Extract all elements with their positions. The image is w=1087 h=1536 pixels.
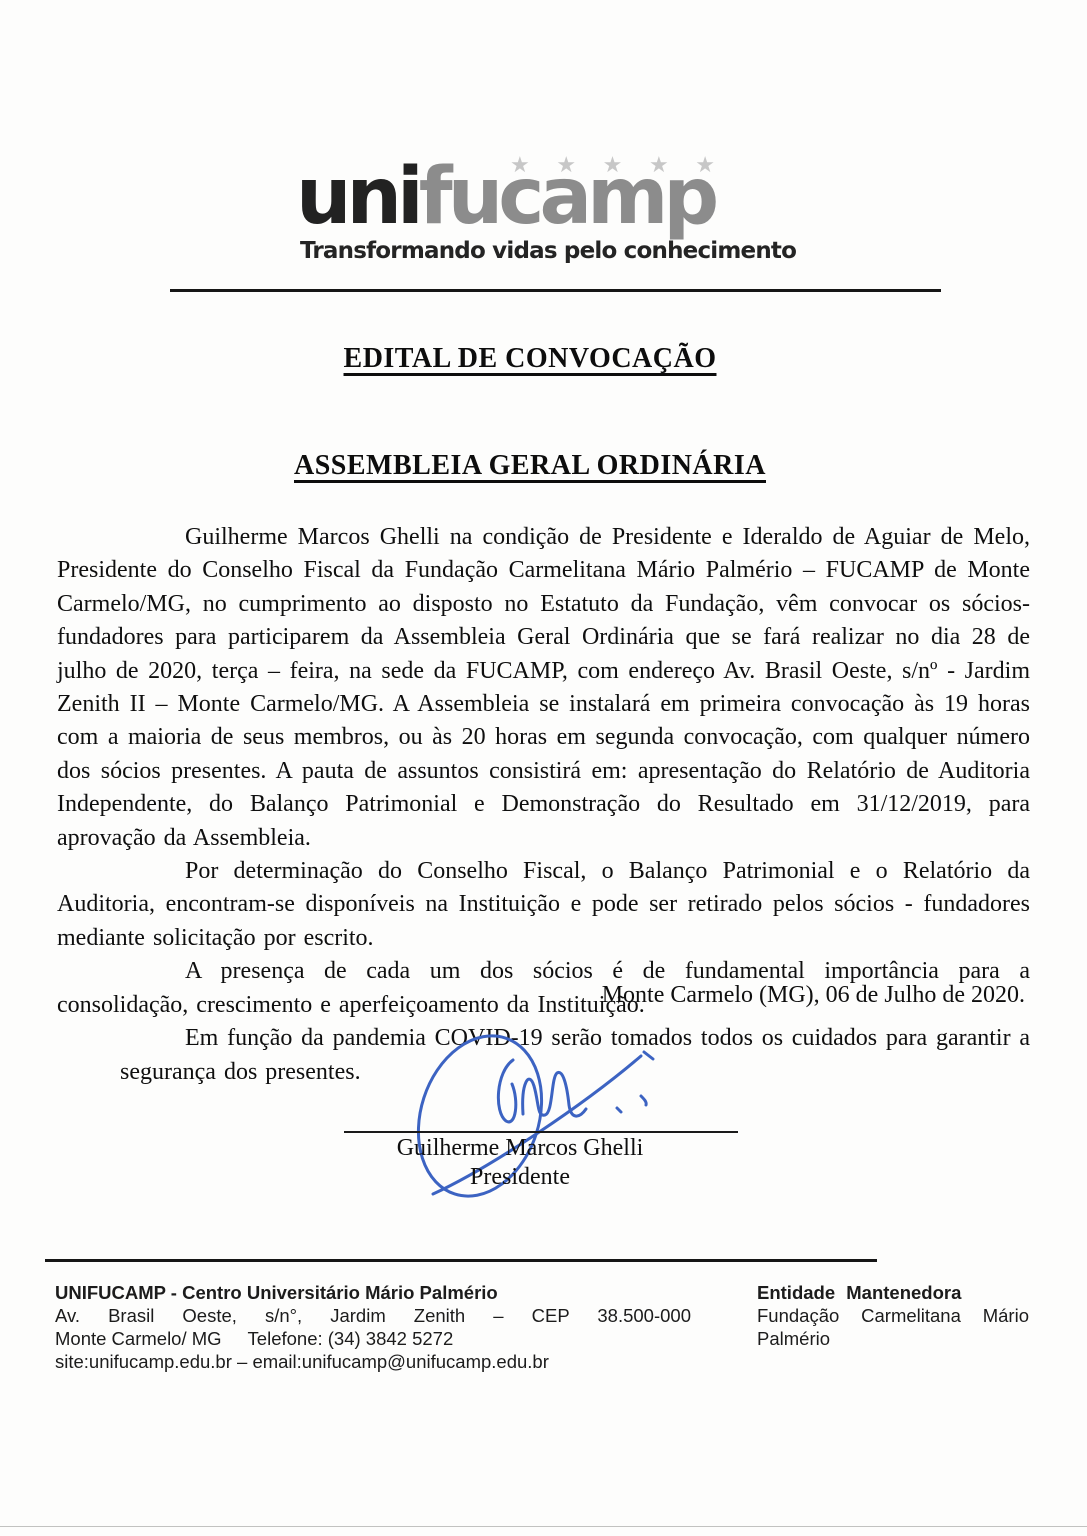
body-paragraph: Em função da pandemia COVID-19 serão tomados todos os cuidados para garantir a segurança dos presentes. <box>120 1025 1030 1085</box>
footer-city: Monte Carmelo/ MG <box>55 1328 222 1349</box>
logo-word-uni: uni <box>296 152 419 242</box>
footer-phone: Telefone: (34) 3842 5272 <box>247 1328 454 1349</box>
signatory-name: Guilherme Marcos Ghelli <box>396 1135 644 1161</box>
logo-wordmark <box>296 152 715 242</box>
header-divider <box>170 289 941 292</box>
logo-tagline: Transformando vidas pelo conhecimento <box>300 238 797 264</box>
footer-maintainer-name-2: Palmério <box>757 1328 830 1349</box>
scan-edge <box>0 1526 1087 1527</box>
document-subtitle: ASSEMBLEIA GERAL ORDINÁRIA <box>294 450 766 481</box>
footer-right-column <box>757 1281 1029 1350</box>
footer-institution: UNIFUCAMP - Centro Universitário Mário Palmério <box>55 1282 498 1303</box>
signatory-title: Presidente <box>470 1164 570 1190</box>
body-paragraph: A presença de cada um dos sócios é de fundamental importância para a consolidação, crescimento e aperfeiçoamento da Instituição. <box>57 958 1030 1018</box>
footer-city-phone <box>55 1327 691 1350</box>
footer-address: Av. Brasil Oeste, s/n°, Jardim Zenith – CEP 38.500-000 <box>55 1305 691 1326</box>
footer-left-column <box>55 1281 691 1373</box>
signature-line <box>344 1131 738 1133</box>
footer-maintainer-heading: Entidade Mantenedora <box>757 1282 962 1303</box>
footer-divider <box>45 1259 877 1262</box>
body-paragraph: Por determinação do Conselho Fiscal, o Balanço Patrimonial e o Relatório da Auditoria, encontram-se disponíveis na Instituição e pode ser retirado pelos sócios - fundadores mediante solicitação por escrito. <box>57 858 1030 951</box>
document-title: EDITAL DE CONVOCAÇÃO <box>343 343 717 374</box>
body-paragraph: Guilherme Marcos Ghelli na condição de Presidente e Ideraldo de Aguiar de Melo, Presidente do Conselho Fiscal da Fundação Carmelitana Mário Palmério – FUCAMP de Monte Carmelo/MG, no cumprimento ao disposto no Estatuto da Fundação, vêm convocar os sócios-fundadores para participarem da Assembleia Geral Ordinária que se fará realizar no dia 28 de julho de 2020, terça – feira, na sede da FUCAMP, com endereço Av. Brasil Oeste, s/nº - Jardim Zenith II – Monte Carmelo/MG. A Assembleia se instalará em primeira convocação às 19 horas com a maioria de seus membros, ou às 20 horas em segunda convocação, com qualquer número dos sócios presentes. A pauta de assuntos consistirá em: apresentação do Relatório de Auditoria Independente, do Balanço Patrimonial e Demonstração do Resultado em 31/12/2019, para aprovação da Assembleia. <box>57 524 1030 851</box>
logo-word-fucamp: fucamp <box>418 152 715 242</box>
dateline: Monte Carmelo (MG), 06 de Julho de 2020. <box>601 982 1025 1008</box>
footer-maintainer-name: Fundação Carmelitana Mário <box>757 1305 1029 1326</box>
footer-web-email: site:unifucamp.edu.br – email:unifucamp@unifucamp.edu.br <box>55 1351 549 1372</box>
